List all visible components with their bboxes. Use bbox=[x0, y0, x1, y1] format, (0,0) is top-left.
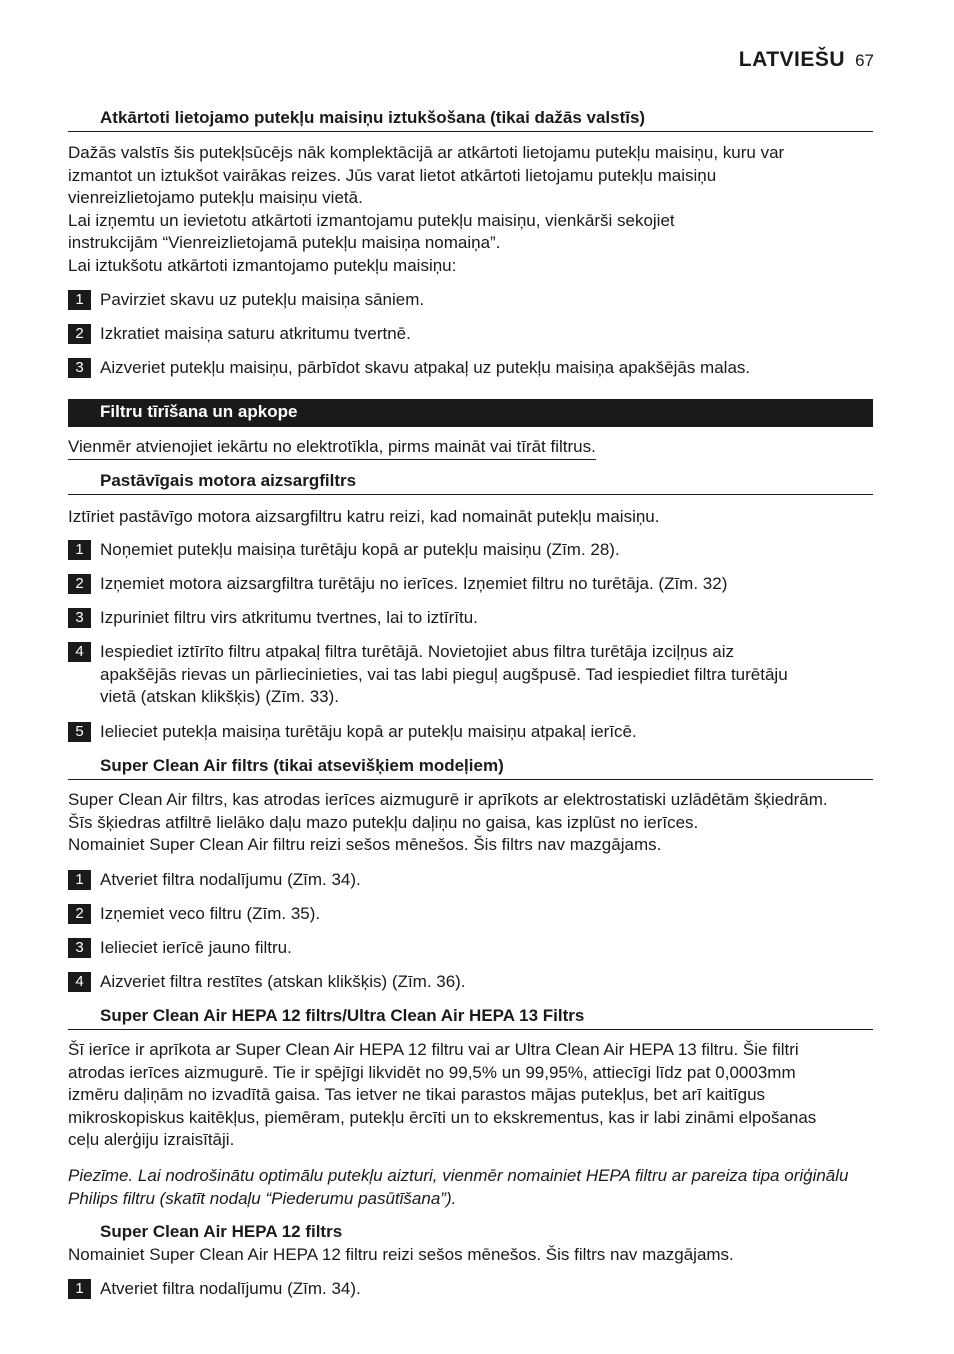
paragraph-line: atrodas ierīces aizmugurē. Tie ir spējīgi likvidēt no 99,5% un 99,95%, attiecīgi līdz pat 0,0003mm bbox=[68, 1062, 796, 1082]
step-text: vietā (atskan klikšķis) (Zīm. 33). bbox=[100, 687, 339, 706]
section-paragraph bbox=[68, 506, 873, 529]
paragraph-line: Nomainiet Super Clean Air HEPA 12 filtru reizi sešos mēnešos. Šis filtrs nav mazgājams. bbox=[68, 1245, 734, 1264]
paragraph-line: Super Clean Air filtrs, kas atrodas ierīces aizmugurē ir aprīkots ar elektrostatiski uzlādētām šķiedrām. bbox=[68, 790, 828, 809]
paragraph-line: mikroskopiskus kaitēkļus, piemēram, putekļu ērcīti un to ekskrementus, kas ir labi zināmi elpošanas bbox=[68, 1107, 817, 1127]
paragraph-line: Iztīriet pastāvīgo motora aizsargfiltru katru reizi, kad nomaināt putekļu maisiņu. bbox=[68, 507, 660, 526]
section-paragraph bbox=[68, 142, 873, 277]
subsection-title-hepa: Super Clean Air HEPA 12 filtrs/Ultra Clean Air HEPA 13 Filtrs bbox=[100, 1006, 585, 1025]
section-rule bbox=[68, 1029, 873, 1030]
paragraph-line: izmantot un iztukšot vairākas reizes. Jūs varat lietot atkārtoti lietojamu putekļu maisiņu bbox=[68, 165, 717, 185]
paragraph-line: Šīs šķiedras atfiltrē lielāko daļu mazo putekļu daļiņu no gaisa, kas izplūst no ierīces. bbox=[68, 812, 699, 832]
step-number: 3 bbox=[68, 938, 91, 958]
paragraph-line: ceļu alerģiju izraisītāji. bbox=[68, 1130, 235, 1149]
subsection-title-super-clean-air: Super Clean Air filtrs (tikai atsevišķiem modeļiem) bbox=[100, 756, 504, 775]
section-rule bbox=[68, 131, 873, 132]
paragraph-line: Lai izņemtu un ievietotu atkārtoti izmantojamu putekļu maisiņu, vienkārši sekojiet bbox=[68, 210, 675, 230]
section-bar-title: Filtru tīrīšana un apkope bbox=[100, 402, 298, 421]
page-header bbox=[739, 48, 874, 72]
note-line: Philips filtru (skatīt nodaļu “Piederumu pasūtīšana”). bbox=[68, 1188, 457, 1208]
page-number: 67 bbox=[855, 51, 874, 70]
step-number: 1 bbox=[68, 290, 91, 310]
section-paragraph bbox=[68, 789, 873, 857]
step-text: Izpuriniet filtru virs atkritumu tvertnes, lai to iztīrītu. bbox=[100, 608, 478, 627]
step-number: 3 bbox=[68, 608, 91, 628]
note-line: Piezīme. Lai nodrošinātu optimālu putekļu aizturi, vienmēr nomainiet HEPA filtru ar pareiza tipa oriģinālu bbox=[68, 1166, 849, 1185]
step-text: Izņemiet veco filtru (Zīm. 35). bbox=[100, 904, 321, 923]
step-text: Ielieciet putekļa maisiņa turētāju kopā ar putekļu maisiņu atpakaļ ierīcē. bbox=[100, 722, 637, 741]
section-rule bbox=[68, 779, 873, 780]
step-text: Noņemiet putekļu maisiņa turētāju kopā ar putekļu maisiņu (Zīm. 28). bbox=[100, 540, 620, 559]
paragraph-line: Dažās valstīs šis putekļsūcējs nāk komplektācijā ar atkārtoti lietojamu putekļu maisiņu, kuru var bbox=[68, 143, 785, 162]
step-text: Atveriet filtra nodalījumu (Zīm. 34). bbox=[100, 870, 361, 889]
paragraph-line: Lai iztukšotu atkārtoti izmantojamo putekļu maisiņu: bbox=[68, 255, 457, 275]
paragraph-line: instrukcijām “Vienreizlietojamā putekļu maisiņa nomaiņa”. bbox=[68, 233, 501, 252]
step-number: 2 bbox=[68, 324, 91, 344]
step-text: Aizveriet filtra restītes (atskan klikšķis) (Zīm. 36). bbox=[100, 972, 466, 991]
step-text: Iespiediet iztīrīto filtru atpakaļ filtra turētājā. Novietojiet abus filtra turētāja izciļņus aiz bbox=[100, 642, 735, 661]
section-rule bbox=[68, 494, 873, 495]
section-bar bbox=[68, 399, 873, 427]
step-number: 1 bbox=[68, 540, 91, 560]
step-text: Pavirziet skavu uz putekļu maisiņa sāniem. bbox=[100, 290, 425, 309]
step-number: 4 bbox=[68, 642, 91, 662]
paragraph-line: Nomainiet Super Clean Air filtru reizi sešos mēnešos. Šis filtrs nav mazgājams. bbox=[68, 835, 662, 854]
warning-text: Vienmēr atvienojiet iekārtu no elektrotīkla, pirms maināt vai tīrāt filtrus. bbox=[68, 437, 596, 460]
paragraph-line: izmēru daļiņām no izvadītā gaisa. Tas ietver ne tikai parastos mājas putekļus, bet arī kaitīgus bbox=[68, 1085, 766, 1104]
paragraph-line: Šī ierīce ir aprīkota ar Super Clean Air HEPA 12 filtru vai ar Ultra Clean Air HEPA 13 filtru. Šie filtri bbox=[68, 1040, 799, 1059]
step-text: Ielieciet ierīcē jauno filtru. bbox=[100, 938, 292, 957]
step-number: 3 bbox=[68, 358, 91, 378]
step-text: Izkratiet maisiņa saturu atkritumu tvertnē. bbox=[100, 324, 411, 343]
language-label: LATVIEŠU bbox=[738, 48, 846, 71]
subsection-title-hepa12: Super Clean Air HEPA 12 filtrs bbox=[100, 1222, 343, 1241]
section-paragraph bbox=[68, 1244, 873, 1267]
section-paragraph bbox=[68, 1039, 873, 1152]
step-number: 2 bbox=[68, 904, 91, 924]
step-number: 1 bbox=[68, 1279, 91, 1299]
subsection-title-motor-filter: Pastāvīgais motora aizsargfiltrs bbox=[100, 471, 357, 490]
step-text: Izņemiet motora aizsargfiltra turētāju no ierīces. Izņemiet filtru no turētāja. (Zīm. 32) bbox=[100, 574, 728, 593]
step-number: 2 bbox=[68, 574, 91, 594]
step-number: 4 bbox=[68, 972, 91, 992]
step-text: Atveriet filtra nodalījumu (Zīm. 34). bbox=[100, 1279, 361, 1298]
step-text: apakšējās rievas un pārliecinieties, vai tas labi pieguļ augšpusē. Tad iespiediet filtra turētāju bbox=[100, 664, 788, 684]
section-title-reusable-bag: Atkārtoti lietojamo putekļu maisiņu iztukšošana (tikai dažās valstīs) bbox=[100, 108, 646, 127]
note-paragraph bbox=[68, 1165, 873, 1210]
paragraph-line: vienreizlietojamo putekļu maisiņu vietā. bbox=[68, 188, 363, 207]
step-text: Aizveriet putekļu maisiņu, pārbīdot skavu atpakaļ uz putekļu maisiņa apakšējās malas. bbox=[100, 358, 751, 377]
step-number: 1 bbox=[68, 870, 91, 890]
step-number: 5 bbox=[68, 722, 91, 742]
